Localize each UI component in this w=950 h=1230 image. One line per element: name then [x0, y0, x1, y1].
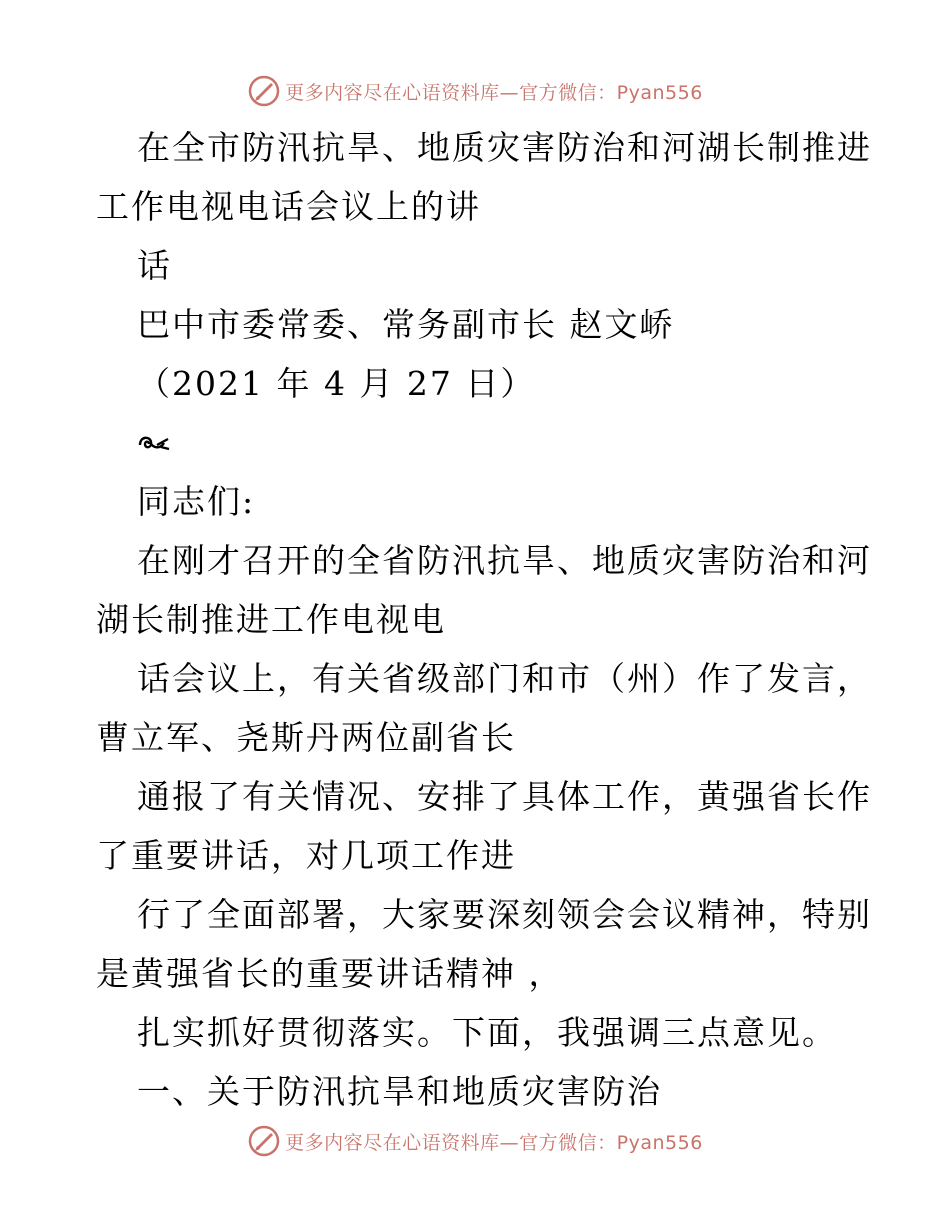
flourish-ornament [96, 413, 856, 472]
paragraph-line: 话会议上，有关省级部门和市（州）作了发言， [137, 659, 872, 698]
paragraph-line: 了重要讲话，对几项工作进 [96, 836, 516, 875]
section-heading: 一、关于防汛抗旱和地质灾害防治 [137, 1072, 662, 1111]
pen-logo-icon [247, 74, 281, 108]
paragraph-line: 行了全面部署，大家要深刻领会会议精神，特别 [137, 895, 872, 934]
paragraph-line: 扎实抓好贯彻落实。下面，我强调三点意见。 [137, 1013, 837, 1052]
title-line-2: 工作电视电话会议上的讲 [96, 187, 481, 226]
title-line-3: 话 [137, 246, 172, 285]
paragraph-line: 通报了有关情况、安排了具体工作，黄强省长作 [137, 777, 872, 816]
pen-logo-icon [247, 1124, 281, 1158]
author-line: 巴中市委常委、常务副市长 赵文峤 [137, 305, 675, 344]
salutation: 同志们: [137, 482, 256, 521]
paragraph-line: 湖长制推进工作电视电 [96, 600, 446, 639]
watermark-bottom [0, 1121, 950, 1161]
flourish-icon [137, 432, 171, 454]
paragraph-line: 曹立军、尧斯丹两位副省长 [96, 718, 516, 757]
date-line: （2021 年 4 月 27 日） [137, 364, 536, 403]
paragraph-line: 在刚才召开的全省防汛抗旱、地质灾害防治和河 [137, 541, 872, 580]
document-body [96, 118, 872, 1121]
watermark-text: 更多内容尽在心语资料库—官方微信：Pyan556 [285, 81, 703, 104]
paragraph-line: 是黄强省长的重要讲话精神 ， [96, 954, 564, 993]
watermark-top [0, 71, 950, 111]
watermark-text: 更多内容尽在心语资料库—官方微信：Pyan556 [285, 1131, 703, 1154]
title-line-1: 在全市防汛抗旱、地质灾害防治和河湖长制推进 [137, 128, 872, 167]
